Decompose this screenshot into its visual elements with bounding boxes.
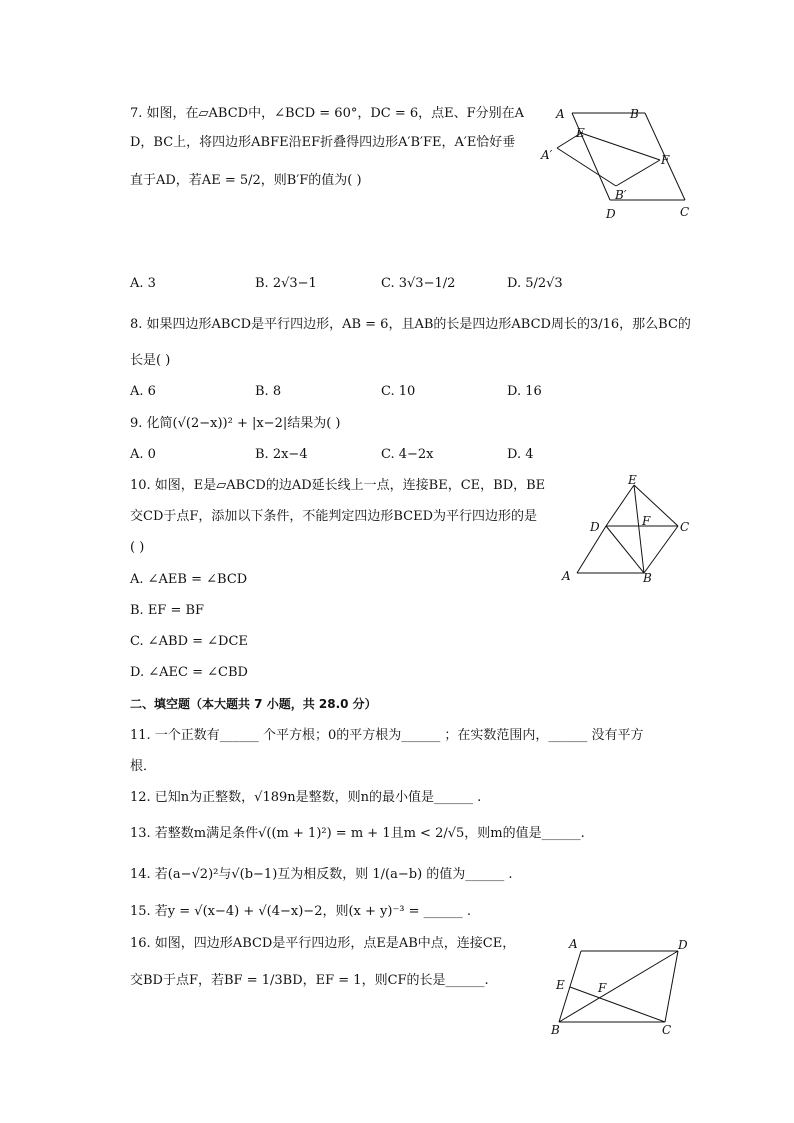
q10-label-f: F (642, 514, 651, 528)
q16-label-d: D (678, 938, 688, 952)
q14-line: 14. 若(a−√2)²与√(b−1)互为相反数，则 1/(a−b) 的值为______ . (130, 867, 513, 882)
q7-line-2: D，BC上，将四边形ABFE沿EF折叠得四边形A′B′FE，A′E恰好垂 (130, 135, 516, 150)
q7-line-3: 直于AD，若AE = 5/2，则B′F的值为( ) (130, 173, 362, 188)
q9-line-1: 9. 化简(√(2−x))² + |x−2|结果为( ) (130, 416, 341, 431)
q7-figure (530, 100, 700, 230)
q11-line-1: 11. 一个正数有______ 个平方根；0的平方根为______ ；在实数范围内，______ 没有平方 (130, 728, 644, 743)
q7-label-b: B (630, 107, 639, 121)
q10-figure (555, 470, 705, 590)
q7-option-c: C. 3√3−1/2 (381, 276, 456, 291)
q7-option-a: A. 3 (130, 276, 156, 291)
q8-option-b: B. 8 (255, 384, 282, 399)
q10-option-a: A. ∠AEB = ∠BCD (130, 572, 248, 587)
q10-option-b: B. EF = BF (130, 603, 205, 618)
q7-label-c: C (680, 205, 690, 219)
q8-option-a: A. 6 (130, 384, 156, 399)
q16-figure (548, 935, 698, 1040)
q16-label-b: B (551, 1023, 560, 1037)
q8-option-c: C. 10 (381, 384, 416, 399)
q13-line: 13. 若整数m满足条件√((m + 1)²) = m + 1且m < 2/√5，则m的值是______. (130, 826, 585, 841)
q11-line-2: 根． (130, 759, 157, 774)
q10-line-2: 交CD于点F，添加以下条件，不能判定四边形BCED为平行四边形的是 (130, 509, 538, 524)
q16-line-2: 交BD于点F，若BF = 1/3BD，EF = 1，则CF的长是______. (130, 973, 489, 988)
q10-label-c: C (680, 520, 690, 534)
q7-label-d: D (606, 207, 616, 221)
q10-line-3: ( ) (130, 540, 145, 555)
q7-label-b-prime: B′ (615, 188, 627, 202)
q16-line-1: 16. 如图，四边形ABCD是平行四边形，点E是AB中点，连接CE， (130, 936, 516, 951)
q10-label-e: E (628, 473, 637, 487)
q7-label-a: A (556, 107, 565, 121)
q7-label-f: F (661, 153, 670, 167)
q9-option-a: A. 0 (130, 447, 156, 462)
q16-label-c: C (662, 1023, 672, 1037)
q10-option-d: D. ∠AEC = ∠CBD (130, 665, 248, 680)
q9-option-c: C. 4−2x (381, 447, 434, 462)
q10-option-c: C. ∠ABD = ∠DCE (130, 634, 248, 649)
q8-line-2: 长是( ) (130, 353, 171, 368)
q9-option-b: B. 2x−4 (255, 447, 308, 462)
q10-label-a: A (562, 569, 571, 583)
q8-option-d: D. 16 (507, 384, 542, 399)
q7-label-a-prime: A′ (541, 148, 553, 162)
q10-line-1: 10. 如图，E是▱ABCD的边AD延长线上一点，连接BE，CE，BD，BE (130, 478, 546, 493)
q7-line-1: 7. 如图，在▱ABCD中，∠BCD = 60°，DC = 6，点E、F分别在A (130, 106, 525, 121)
q7-option-d: D. 5/2√3 (507, 276, 563, 291)
q16-label-f: F (598, 981, 607, 995)
q16-label-a: A (569, 937, 578, 951)
q12-line: 12. 已知n为正整数，√189n是整数，则n的最小值是______ . (130, 790, 482, 805)
q15-line: 15. 若y = √(x−4) + √(4−x)−2，则(x + y)⁻³ = ______ . (130, 904, 471, 919)
section-heading: 二、填空题（本大题共 7 小题，共 28.0 分） (130, 697, 377, 711)
q16-label-e: E (556, 978, 565, 992)
q8-line-1: 8. 如果四边形ABCD是平行四边形，AB = 6，且AB的长是四边形ABCD周长的3/16，那么BC的 (130, 317, 691, 332)
q9-option-d: D. 4 (507, 447, 534, 462)
q7-option-b: B. 2√3−1 (255, 276, 317, 291)
q10-label-b: B (643, 571, 652, 585)
q7-label-e: E (576, 126, 585, 140)
q10-label-d: D (590, 520, 600, 534)
